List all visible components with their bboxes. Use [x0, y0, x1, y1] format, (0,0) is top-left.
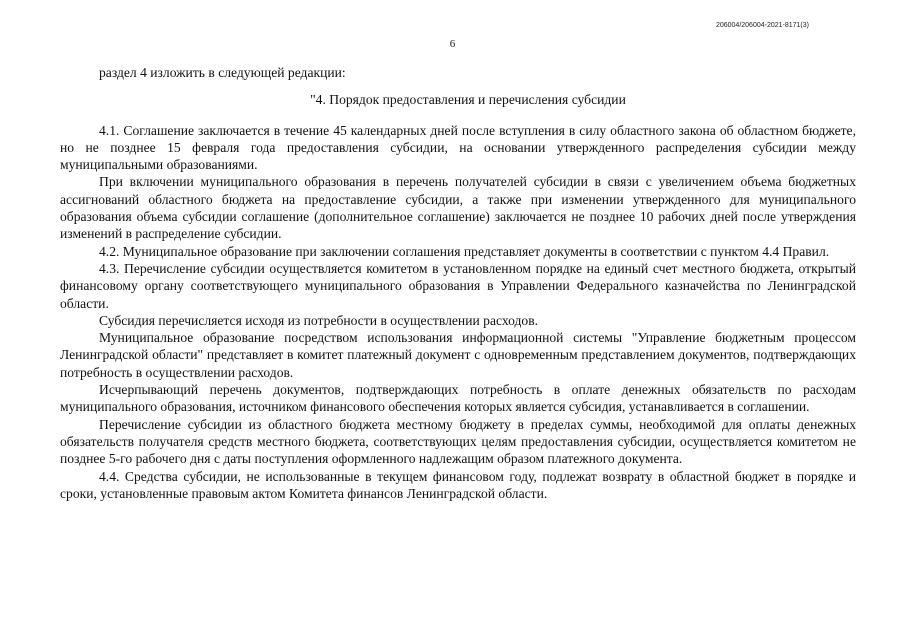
paragraph-inclusion: При включении муниципального образования в перечень получателей субсидии в связи с увеличением объема бюджетных ассигнований областного бюджета на предоставление субсидии, а также при изменении утвержденного для муниципального образования объема субсидии соглашение (дополнительное соглашение) заключается не позднее 10 рабочих дней после утверждения изменений в распределение субсидии.: [60, 174, 856, 242]
paragraph-4-2: 4.2. Муниципальное образование при заключении соглашения представляет документы в соответствии с пунктом 4.4 Правил.: [99, 243, 830, 259]
paragraph-transfer: Перечисление субсидии из областного бюджета местному бюджету в пределах суммы, необходимой для оплаты денежных обязательств получателя средств местного бюджета, соответствующих целям предоставления субсидии, осуществляется комитетом не позднее 5-го рабочего дня с даты поступления оформленного надлежащим образом платежного документа.: [60, 416, 856, 467]
section-title: "4. Порядок предоставления и перечисления субсидии: [310, 92, 626, 108]
intro-line: раздел 4 изложить в следующей редакции:: [99, 65, 346, 80]
paragraph-4-1: 4.1. Соглашение заключается в течение 45 календарных дней после вступления в силу областного закона об областном бюджете, но не позднее 15 февраля года предоставления субсидии, на основании утвержденного распределения субсидии между муниципальными образованиями.: [60, 122, 856, 173]
paragraph-4-3: 4.3. Перечисление субсидии осуществляется комитетом в установленном порядке на единый счет местного бюджета, открытый финансовому органу соответствующего муниципального образования в Управлении Федерального казначейства по Ленинградской области.: [60, 260, 856, 311]
paragraph-payment-document: Муниципальное образование посредством использования информационной системы "Управление бюджетным процессом Ленинградской области" представляет в комитет платежный документ с одновременным представлением документов, подтверждающих потребность в осуществлении расходов.: [60, 330, 856, 380]
paragraph-subsidy-need: Субсидия перечисляется исходя из потребности в осуществлении расходов.: [99, 312, 539, 328]
document-body: [60, 64, 856, 502]
page-number: 6: [449, 38, 456, 50]
paragraph-4-4: 4.4. Средства субсидии, не использованные в текущем финансовом году, подлежат возврату в областной бюджет в порядке и сроки, установленные правовым актом Комитета финансов Ленинградской области.: [60, 468, 856, 501]
document-id: 206004/206004-2021-8171(3): [715, 22, 809, 29]
paragraph-document-list: Исчерпывающий перечень документов, подтверждающих потребность в оплате денежных обязательств по расходам муниципального образования, источником финансового обеспечения которых является субсидия, устанавливается в соглашении.: [60, 382, 856, 415]
